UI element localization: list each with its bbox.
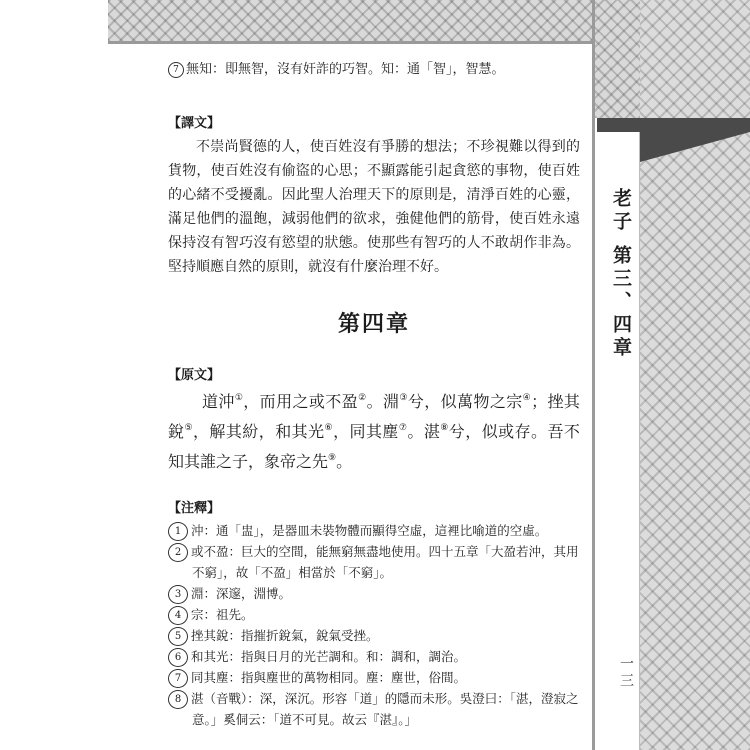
note-number: 2 — [168, 543, 188, 562]
note-text: 湛（音戰）：深，深沉。形容「道」的隱而未形。吳澄曰：「湛，澄寂之意。」奚侗云：「道不可見。故云『湛』。」 — [191, 691, 579, 727]
note-item — [168, 667, 580, 688]
section-tab-bar — [597, 118, 750, 132]
note-text: 挫其銳：指摧折銳氣，銳氣受挫。 — [191, 628, 379, 643]
note-text: 宗：祖先。 — [191, 607, 254, 622]
carryover-note — [168, 60, 580, 80]
header-pattern-band — [108, 0, 592, 44]
translation-text: 不崇尚賢德的人，使百姓沒有爭勝的想法；不珍視難以得到的貨物，使百姓沒有偷盜的心思；不顯露能引起貪慾的事物，使百姓的心緒不受擾亂。因此聖人治理天下的原則是，清淨百姓的心靈，滿足他們的溫飽，減弱他們的欲求，強健他們的筋骨，使百姓永遠保持沒有智巧沒有慾望的狀態。使那些有智巧的人不敢胡作非為。堅持順應自然的原則，就沒有什麼治理不好。 — [168, 139, 580, 275]
page-number: 一三 — [618, 656, 634, 690]
note-number: 7 — [168, 669, 188, 688]
note-text: 同其塵：指與塵世的萬物相同。塵：塵世，俗間。 — [191, 670, 467, 685]
note-number: 5 — [168, 627, 188, 646]
note-text: 和其光：指與日月的光芒調和。和：調和，調治。 — [191, 649, 467, 664]
note-item — [168, 625, 580, 646]
sidebar-pattern-top — [595, 0, 640, 118]
note-number: 8 — [168, 690, 188, 709]
note-number: 7 — [168, 62, 184, 78]
note-number: 1 — [168, 522, 188, 541]
note-item — [168, 688, 580, 730]
notes-list — [168, 520, 580, 730]
note-number: 4 — [168, 606, 188, 625]
note-text: 沖：通「盅」，是器皿未裝物體而顯得空虛，這裡比喻道的空虛。 — [191, 523, 548, 538]
original-text: 道沖①，而用之或不盈②。淵③兮，似萬物之宗④；挫其銳⑤，解其紛，和其光⑥，同其塵⑦。湛⑧兮，似或存。吾不知其誰之子，象帝之先⑨。 — [168, 392, 580, 471]
running-title: 老子 第三、四章 — [610, 188, 632, 360]
note-text: 無知：即無智，沒有奸詐的巧智。知：通「智」，智慧。 — [186, 62, 505, 77]
note-item — [168, 646, 580, 667]
note-number: 3 — [168, 585, 188, 604]
original-heading: 【原文】 — [168, 368, 221, 383]
note-number: 6 — [168, 648, 188, 667]
notes-heading: 【注釋】 — [168, 501, 221, 516]
note-item — [168, 583, 580, 604]
note-text: 淵：深邃，淵博。 — [191, 586, 292, 601]
sidebar-pattern — [640, 0, 750, 750]
page-body — [168, 60, 580, 730]
section-tab-wedge — [640, 132, 750, 162]
note-item — [168, 520, 580, 541]
note-item — [168, 541, 580, 583]
note-item — [168, 604, 580, 625]
note-text: 或不盈：巨大的空間，能無窮無盡地使用。四十五章「大盈若沖，其用不窮」，故「不盈」相當於「不窮」。 — [191, 544, 579, 580]
translation-heading: 【譯文】 — [168, 116, 221, 131]
chapter-title: 第四章 — [337, 311, 410, 337]
